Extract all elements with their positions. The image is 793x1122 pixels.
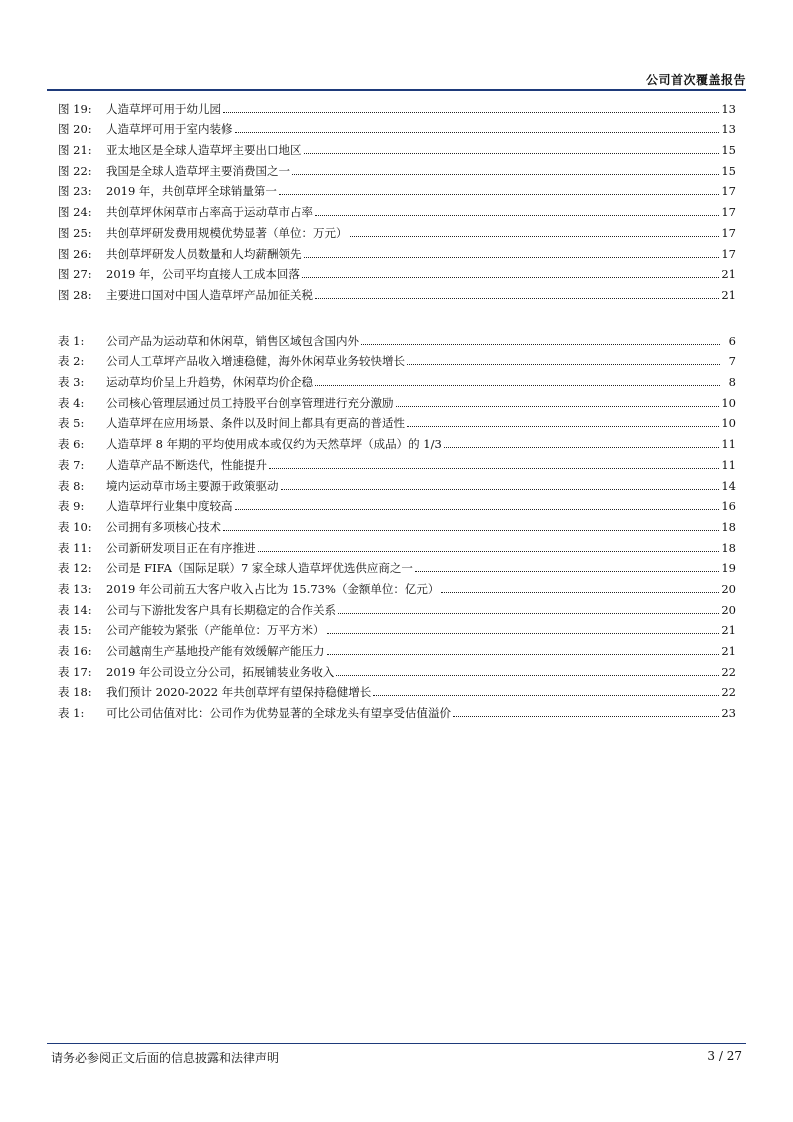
dot-leader [407, 425, 719, 427]
entry-page-number: 11 [721, 457, 736, 472]
entry-page-number: 17 [721, 205, 736, 220]
table-index-entry[interactable] [58, 391, 736, 412]
disclaimer-note: 请务必参阅正文后面的信息披露和法律声明 [51, 1051, 280, 1065]
entry-number: 图 20: [58, 122, 92, 137]
entry-number: 图 26: [58, 246, 92, 261]
dot-leader [304, 256, 720, 258]
figure-index-entry[interactable] [58, 242, 736, 263]
entry-page-number: 14 [721, 478, 736, 493]
dot-leader [235, 508, 720, 510]
entry-page-number: 17 [721, 184, 736, 199]
dot-leader [292, 173, 719, 175]
entry-title: 公司新研发项目正在有序推进 [106, 540, 256, 555]
page-indicator: 3 / 27 [707, 1049, 742, 1063]
dot-leader [441, 591, 719, 593]
entry-title: 2019 年，公司平均直接人工成本回落 [106, 267, 300, 282]
table-index-entry[interactable] [58, 681, 736, 702]
entry-number: 表 3: [58, 375, 85, 390]
table-index-entry[interactable] [58, 329, 736, 350]
entry-number: 表 7: [58, 457, 85, 472]
figure-index-entry[interactable] [58, 138, 736, 159]
entry-page-number: 20 [721, 602, 736, 617]
entry-title: 公司拥有多项核心技术 [106, 519, 221, 534]
entry-page-number: 21 [721, 267, 736, 282]
entry-title: 共创草坪休闲草市占率高于运动草市占率 [106, 205, 313, 220]
entry-number: 表 18: [58, 685, 92, 700]
entry-number: 表 12: [58, 561, 92, 576]
entry-page-number: 17 [721, 246, 736, 261]
entry-page-number: 22 [721, 664, 736, 679]
entry-title: 共创草坪研发费用规模优势显著（单位：万元） [106, 225, 348, 240]
entry-page-number: 21 [721, 623, 736, 638]
dot-leader [327, 653, 720, 655]
entry-title: 2019 年公司前五大客户收入占比为 15.73%（金额单位：亿元） [106, 581, 440, 596]
entry-title: 2019 年公司设立分公司，拓展铺装业务收入 [106, 664, 335, 679]
entry-page-number: 15 [721, 143, 736, 158]
entry-page-number: 21 [721, 287, 736, 302]
entry-title: 人造草坪可用于幼儿园 [106, 101, 221, 116]
dot-leader [415, 570, 719, 572]
entry-number: 表 16: [58, 644, 92, 658]
entry-title: 主要进口国对中国人造草坪产品加征关税 [106, 287, 313, 302]
entry-number: 图 19: [58, 101, 92, 116]
dot-leader [223, 111, 719, 113]
table-index-entry[interactable] [58, 557, 736, 578]
entry-title: 公司核心管理层通过员工持股平台创享管理进行充分激励 [106, 395, 394, 410]
entry-number: 图 25: [58, 225, 92, 240]
entry-page-number: 15 [721, 163, 736, 178]
entry-number: 表 1: [58, 706, 85, 721]
entry-number: 图 21: [58, 143, 92, 158]
figure-index-entry[interactable] [58, 159, 736, 180]
dot-leader [336, 674, 719, 676]
entry-title: 我们预计 2020-2022 年共创草坪有望保持稳健增长 [106, 685, 372, 700]
dot-leader [350, 235, 720, 237]
entry-title: 可比公司估值对比：公司作为优势显著的全球龙头有望享受估值溢价 [106, 706, 451, 721]
entry-page-number: 21 [721, 644, 736, 658]
entry-title: 人造草坪行业集中度较高 [106, 499, 233, 514]
dot-leader [281, 488, 720, 490]
entry-page-number: 8 [728, 375, 736, 390]
entry-page-number: 10 [721, 395, 736, 410]
entry-title: 人造草坪可用于室内装修 [106, 122, 233, 137]
figure-index-entry[interactable] [58, 263, 736, 284]
dot-leader [302, 276, 719, 278]
entry-title: 公司是 FIFA（国际足联）7 家全球人造草坪优选供应商之一 [106, 561, 413, 576]
table-index-entry[interactable] [58, 598, 736, 619]
entry-title: 境内运动草市场主要源于政策驱动 [106, 478, 279, 493]
dot-leader [315, 214, 719, 216]
entry-title: 亚太地区是全球人造草坪主要出口地区 [106, 143, 302, 158]
header-divider [47, 89, 746, 91]
entry-page-number: 23 [721, 706, 736, 721]
figure-index-entry[interactable] [58, 180, 736, 201]
entry-number: 图 27: [58, 267, 92, 282]
entry-number: 表 1: [58, 333, 85, 348]
figure-index-entry[interactable] [58, 200, 736, 221]
dot-leader [315, 384, 720, 386]
entry-number: 表 10: [58, 519, 92, 534]
entry-page-number: 13 [721, 122, 736, 137]
entry-title: 公司人工草坪产品收入增速稳健，海外休闲草业务较快增长 [106, 354, 405, 369]
entry-page-number: 16 [721, 499, 736, 514]
figure-index-entry[interactable] [58, 283, 736, 304]
entry-title: 人造草坪在应用场景、条件以及时间上都具有更高的普适性 [106, 416, 405, 431]
entry-number: 图 23: [58, 184, 92, 199]
dot-leader [315, 297, 719, 299]
entry-page-number: 18 [721, 540, 736, 555]
entry-number: 表 14: [58, 602, 92, 617]
table-index-entry[interactable] [58, 453, 736, 474]
table-index-entry[interactable] [58, 350, 736, 371]
entry-title: 公司与下游批发客户具有长期稳定的合作关系 [106, 602, 336, 617]
dot-leader [338, 612, 719, 614]
entry-page-number: 18 [721, 519, 736, 534]
table-index-entry[interactable] [58, 660, 736, 681]
table-index-entry[interactable] [58, 577, 736, 598]
entry-number: 表 9: [58, 499, 85, 514]
table-index-entry[interactable] [58, 619, 736, 640]
entry-number: 表 11: [58, 540, 92, 555]
report-type-title: 公司首次覆盖报告 [645, 73, 746, 87]
entry-page-number: 11 [721, 437, 736, 452]
entry-title: 运动草均价呈上升趋势，休闲草均价企稳 [106, 375, 313, 390]
dot-leader [235, 131, 720, 133]
entry-title: 人造草坪 8 年期的平均使用成本或仅约为天然草坪（成品）的 1/3 [106, 437, 442, 452]
entry-number: 表 2: [58, 354, 85, 369]
dot-leader [223, 529, 719, 531]
entry-page-number: 19 [721, 561, 736, 576]
table-index-entry[interactable] [58, 412, 736, 433]
entry-title: 公司越南生产基地投产能有效缓解产能压力 [106, 644, 325, 658]
entry-page-number: 22 [721, 685, 736, 700]
figure-index-entry[interactable] [58, 221, 736, 242]
table-index-entry[interactable] [58, 432, 736, 453]
entry-number: 图 28: [58, 287, 92, 302]
entry-page-number: 10 [721, 416, 736, 431]
dot-leader [269, 467, 719, 469]
figure-index-entry[interactable] [58, 118, 736, 139]
dot-leader [453, 715, 719, 717]
entry-number: 表 15: [58, 623, 92, 638]
dot-leader [444, 446, 720, 448]
entry-number: 表 4: [58, 395, 85, 410]
entry-page-number: 13 [721, 101, 736, 116]
entry-page-number: 17 [721, 225, 736, 240]
entry-page-number: 6 [728, 333, 736, 348]
table-index-entry[interactable] [58, 370, 736, 391]
figure-index-entry[interactable] [58, 97, 736, 118]
entry-title: 共创草坪研发人员数量和人均薪酬领先 [106, 246, 302, 261]
dot-leader [373, 694, 719, 696]
entry-number: 表 17: [58, 664, 92, 679]
entry-number: 表 6: [58, 437, 85, 452]
entry-number: 图 22: [58, 163, 92, 178]
dot-leader [361, 343, 720, 345]
footer-divider [47, 1043, 746, 1044]
table-index-entry[interactable] [58, 536, 736, 557]
entry-page-number: 7 [728, 354, 736, 369]
entry-title: 公司产能较为紧张（产能单位：万平方米） [106, 623, 325, 638]
dot-leader [258, 550, 720, 552]
dot-leader [304, 152, 720, 154]
dot-leader [396, 405, 720, 407]
table-index-entry[interactable] [58, 701, 736, 722]
table-index-entry[interactable] [58, 474, 736, 495]
entry-title: 2019 年，共创草坪全球销量第一 [106, 184, 277, 199]
table-index-entry[interactable] [58, 495, 736, 516]
entry-page-number: 20 [721, 581, 736, 596]
entry-number: 图 24: [58, 205, 92, 220]
dot-leader [407, 363, 720, 365]
entry-title: 人造草产品不断迭代，性能提升 [106, 457, 267, 472]
entry-title: 公司产品为运动草和休闲草，销售区域包含国内外 [106, 333, 359, 348]
table-index-list [58, 329, 736, 722]
entry-title: 我国是全球人造草坪主要消费国之一 [106, 163, 290, 178]
figure-index-list [58, 97, 736, 304]
entry-number: 表 13: [58, 581, 92, 596]
entry-number: 表 8: [58, 478, 85, 493]
dot-leader [279, 193, 719, 195]
table-index-entry[interactable] [58, 515, 736, 536]
entry-number: 表 5: [58, 416, 85, 431]
dot-leader [327, 632, 720, 634]
table-index-entry[interactable] [58, 639, 736, 660]
